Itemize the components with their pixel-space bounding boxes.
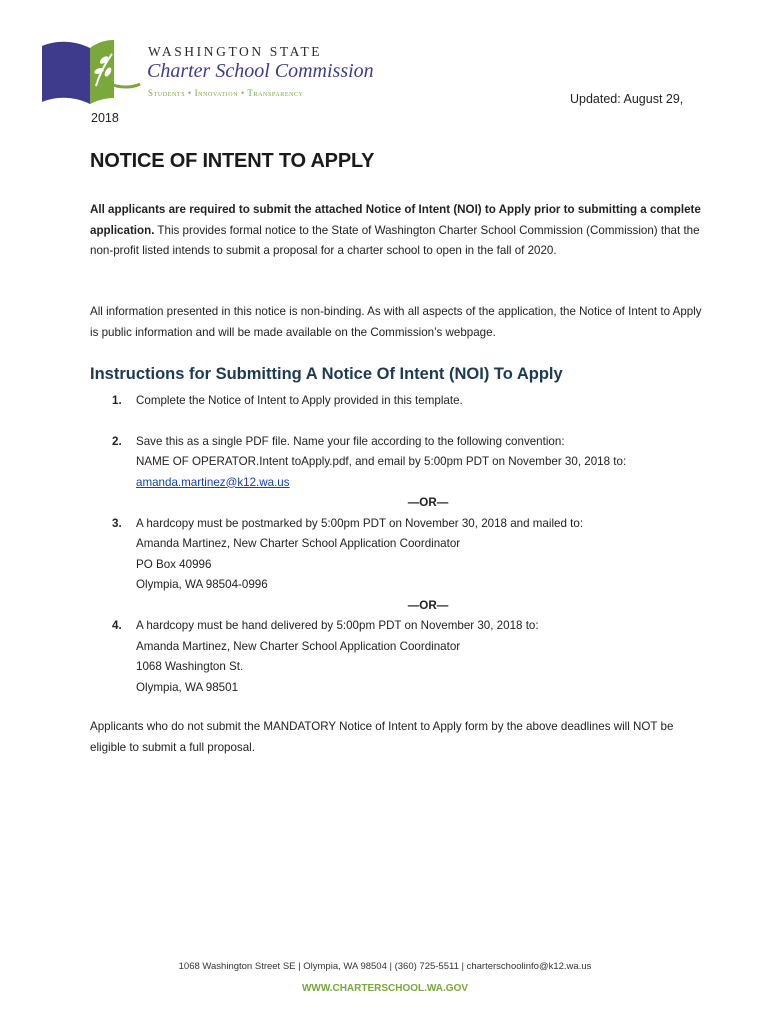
step-number: 3. [112, 516, 122, 530]
updated-year: 2018 [91, 111, 119, 125]
closing-paragraph: Applicants who do not submit the MANDATORY Notice of Intent to Apply form by the above deadlines will NOT be eligible to submit a full proposal. [90, 720, 674, 754]
intro-paragraph [90, 200, 710, 262]
step-3 [110, 514, 710, 596]
step-text: Complete the Notice of Intent to Apply provided in this template. [136, 394, 463, 407]
step-text: A hardcopy must be hand delivered by 5:00pm PDT on November 30, 2018 to: [136, 619, 539, 632]
delivery-recipient: Amanda Martinez, New Charter School Application Coordinator [136, 639, 461, 653]
mail-city: Olympia, WA 98504-0996 [136, 578, 268, 591]
info-paragraph: All information presented in this notice is non-binding. As with all aspects of the application, the Notice of Intent to Apply is public information and will be made available on the Commission’s webpage. [90, 305, 702, 339]
step-2 [110, 432, 710, 494]
step-text: Save this as a single PDF file. Name your file according to the following convention: [136, 434, 565, 448]
footer-website-link[interactable]: WWW.CHARTERSCHOOL.WA.GOV [301, 983, 469, 994]
mail-po-box: PO Box 40996 [136, 557, 212, 571]
intro-text: This provides formal notice to the State of Washington Charter School Commission (Commission) that the non-profit listed intends to submit a proposal for a charter school to open in the fall of 2020. [90, 223, 700, 257]
step-1 [110, 391, 710, 412]
logo-tagline: Students • Innovation • Transparency [148, 88, 304, 98]
delivery-street: 1068 Washington St. [136, 660, 244, 673]
email-link[interactable]: amanda.martinez@k12.wa.us [136, 475, 290, 489]
logo-org-name: Charter School Commission [147, 60, 374, 82]
book-leaf-logo-icon [40, 38, 142, 106]
step-number: 2. [112, 434, 122, 448]
step-number: 1. [112, 394, 122, 407]
updated-date: Updated: August 29, [570, 92, 684, 106]
footer-address: 1068 Washington Street SE | Olympia, WA 98504 | (360) 725-5511 | charterschoolinfo@k12.wa.us [178, 961, 592, 972]
step-text: A hardcopy must be postmarked by 5:00pm PDT on November 30, 2018 and mailed to: [136, 516, 584, 530]
step-4 [110, 616, 710, 698]
step-text: NAME OF OPERATOR.Intent toApply.pdf, and email by 5:00pm PDT on November 30, 2018 to: [136, 455, 627, 468]
mail-recipient: Amanda Martinez, New Charter School Application Coordinator [136, 537, 461, 550]
instructions-heading: Instructions for Submitting A Notice Of Intent (NOI) To Apply [90, 365, 563, 383]
document-title: NOTICE OF INTENT TO APPLY [90, 150, 375, 172]
intro-bold-text: All applicants are required to submit the attached Notice of Intent (NOI) to Apply prior to submitting a complete application. [90, 203, 701, 237]
commission-logo [40, 38, 374, 110]
logo-org-line: WASHINGTON STATE [148, 44, 323, 59]
instructions-list [110, 391, 710, 698]
delivery-city: Olympia, WA 98501 [136, 680, 239, 694]
step-number: 4. [112, 619, 122, 632]
or-separator: —OR— [407, 598, 449, 612]
or-separator: —OR— [407, 496, 449, 509]
